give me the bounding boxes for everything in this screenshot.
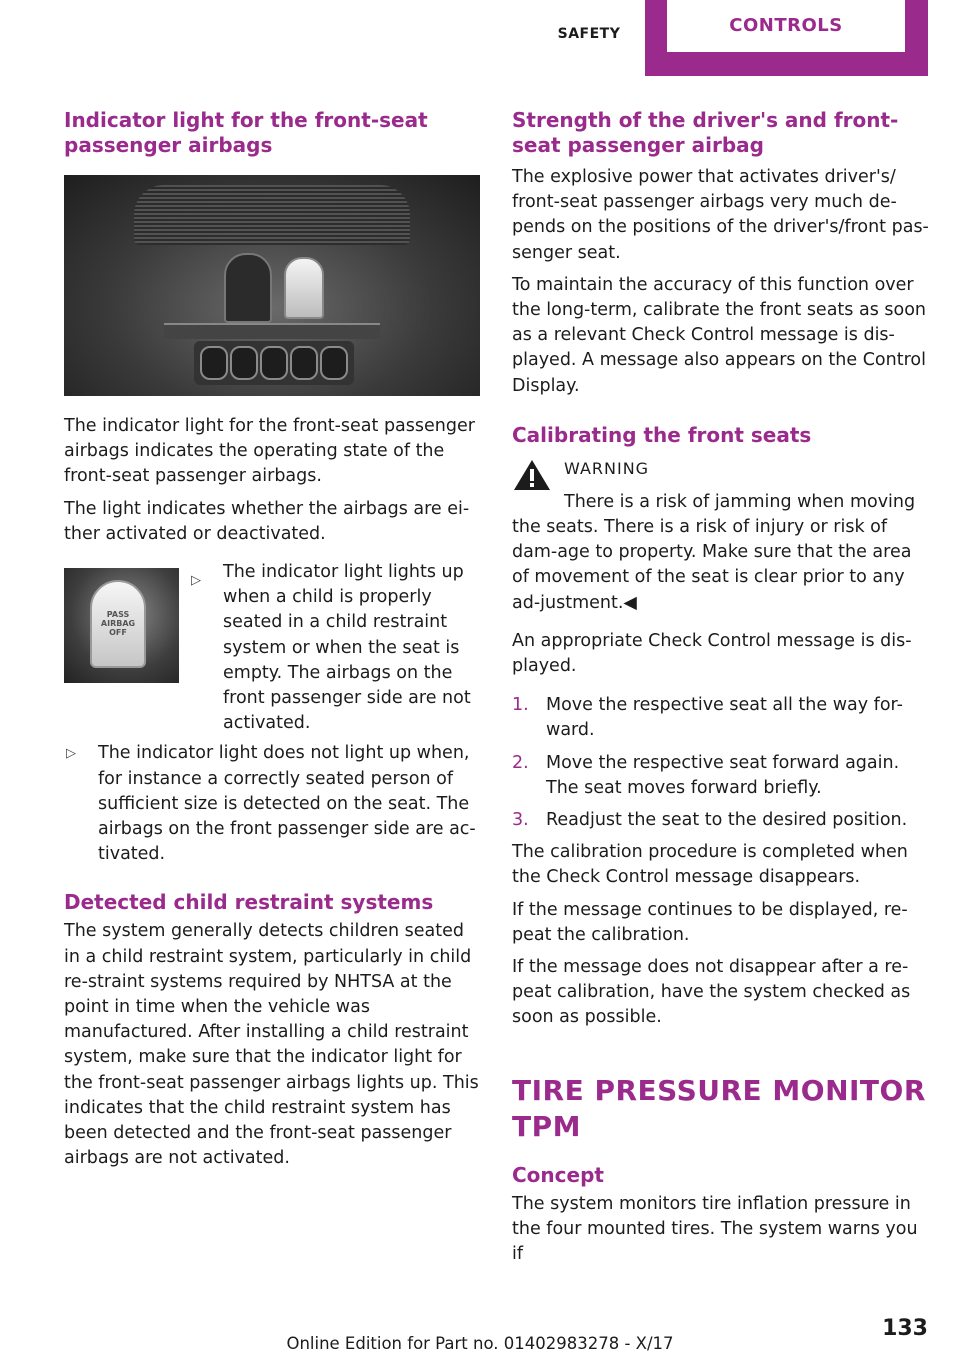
heading-calibrating: Calibrating the front seats xyxy=(512,422,812,447)
console-bar xyxy=(164,323,380,339)
para-not-disappear: If the message does not disappear after a re-peat calibration, have the system checked as soon as possible. xyxy=(512,957,911,1028)
heading-detected-child-restraint: Detected child restraint systems xyxy=(64,890,434,915)
step-number: 1. xyxy=(512,695,529,716)
para-indicator-2: The light indicates whether the airbags are ei-ther activated or deactivated. xyxy=(64,498,470,544)
para-continues: If the message continues to be displayed, re-peat the calibration. xyxy=(512,899,908,945)
headliner-photo xyxy=(64,175,480,396)
step-number: 2. xyxy=(512,752,529,773)
step-item xyxy=(512,693,930,743)
para-strength-1: The explosive power that activates driver's/ front-seat passenger airbags very much de-pends on the positions of the driver's/front pas-senger seat. xyxy=(512,167,929,263)
switch xyxy=(290,346,318,380)
heading-tire-pressure-monitor: TIRE PRESSURE MONITOR TPM xyxy=(512,1073,926,1143)
button-text-line: PASS xyxy=(106,610,130,620)
warning-title: WARNING xyxy=(564,458,650,478)
warning-triangle-icon xyxy=(512,458,552,492)
heading-concept: Concept xyxy=(512,1162,604,1187)
para-strength-2: To maintain the accuracy of this function over the long-term, calibrate the front seats as soon as a relevant Check Control message is dis-played. A message also appears on the Control Display. xyxy=(512,274,926,396)
step-text: Readjust the seat to the desired position. xyxy=(546,810,908,831)
heading-airbag-strength: Strength of the driver's and front-seat passenger airbag xyxy=(512,108,899,157)
switch xyxy=(320,346,348,380)
switch-panel xyxy=(194,341,354,385)
para-completed: The calibration procedure is completed when the Check Control message disappears. xyxy=(512,842,908,888)
step-text: Move the respective seat forward again. The seat moves forward briefly. xyxy=(546,752,900,798)
para-detected: The system generally detects children seated in a child restraint system, particularly in child re-straint systems required by NHTSA at the point in time when the vehicle was manufactured. After installing a child restraint system, make sure that the indicator light for the front-seat passenger airbags lights up. This indicates that the child restraint system has been detected and the front-seat passenger airbags are not activated. xyxy=(64,921,479,1169)
button-text-line: OFF xyxy=(109,628,127,638)
page-number: 133 xyxy=(882,1316,928,1341)
switch xyxy=(230,346,258,380)
pass-airbag-off-button xyxy=(90,580,146,668)
speaker-grille xyxy=(134,185,410,245)
triangle-bullet-icon: ▷ xyxy=(191,573,201,589)
airbag-indicator-button xyxy=(284,257,324,319)
light-recess xyxy=(224,253,272,323)
footer-edition: Online Edition for Part no. 01402983278 - X/17 xyxy=(286,1334,674,1353)
right-column xyxy=(512,108,930,1267)
warning-text: There is a risk of jamming when moving the seats. There is a risk of injury or risk of dam-age to property. Make sure that the area of movement of the seat is clear prior to any ad-justment.◀ xyxy=(512,491,916,613)
switch xyxy=(200,346,228,380)
step-item xyxy=(512,808,930,833)
triangle-bullet-icon: ▷ xyxy=(66,746,76,762)
tab-controls-label: CONTROLS xyxy=(667,0,905,52)
switch xyxy=(260,346,288,380)
step-text: Move the respective seat all the way for-ward. xyxy=(546,695,903,741)
pass-airbag-off-photo xyxy=(64,568,179,683)
bullet-2-text: The indicator light does not light up when, for instance a correctly seated person of sufficient size is detected on the seat. The airbags on the front passenger side are ac-tivated. xyxy=(98,743,476,865)
bullet-1-text: The indicator light lights up when a child is properly seated in a child restraint system or when the seat is empty. The airbags on the front passenger side are not activated. xyxy=(223,562,471,734)
heading-indicator-light: Indicator light for the front-seat passenger airbags xyxy=(64,108,428,157)
warning-block xyxy=(512,456,930,492)
bullet-not-light-up xyxy=(64,741,480,867)
tab-safety: SAFETY xyxy=(557,26,621,42)
left-column xyxy=(64,108,480,1171)
bullet-lights-up xyxy=(64,562,480,736)
tab-controls xyxy=(645,0,928,76)
button-text-line: AIRBAG xyxy=(100,619,136,629)
para-appropriate: An appropriate Check Control message is dis-played. xyxy=(512,630,912,677)
step-number: 3. xyxy=(512,810,529,831)
step-item xyxy=(512,751,930,801)
para-concept: The system monitors tire inflation pressure in the four mounted tires. The system warns you if xyxy=(512,1193,918,1265)
para-indicator-1: The indicator light for the front-seat passenger airbags indicates the operating state of the front-seat passenger airbags. xyxy=(64,416,475,487)
